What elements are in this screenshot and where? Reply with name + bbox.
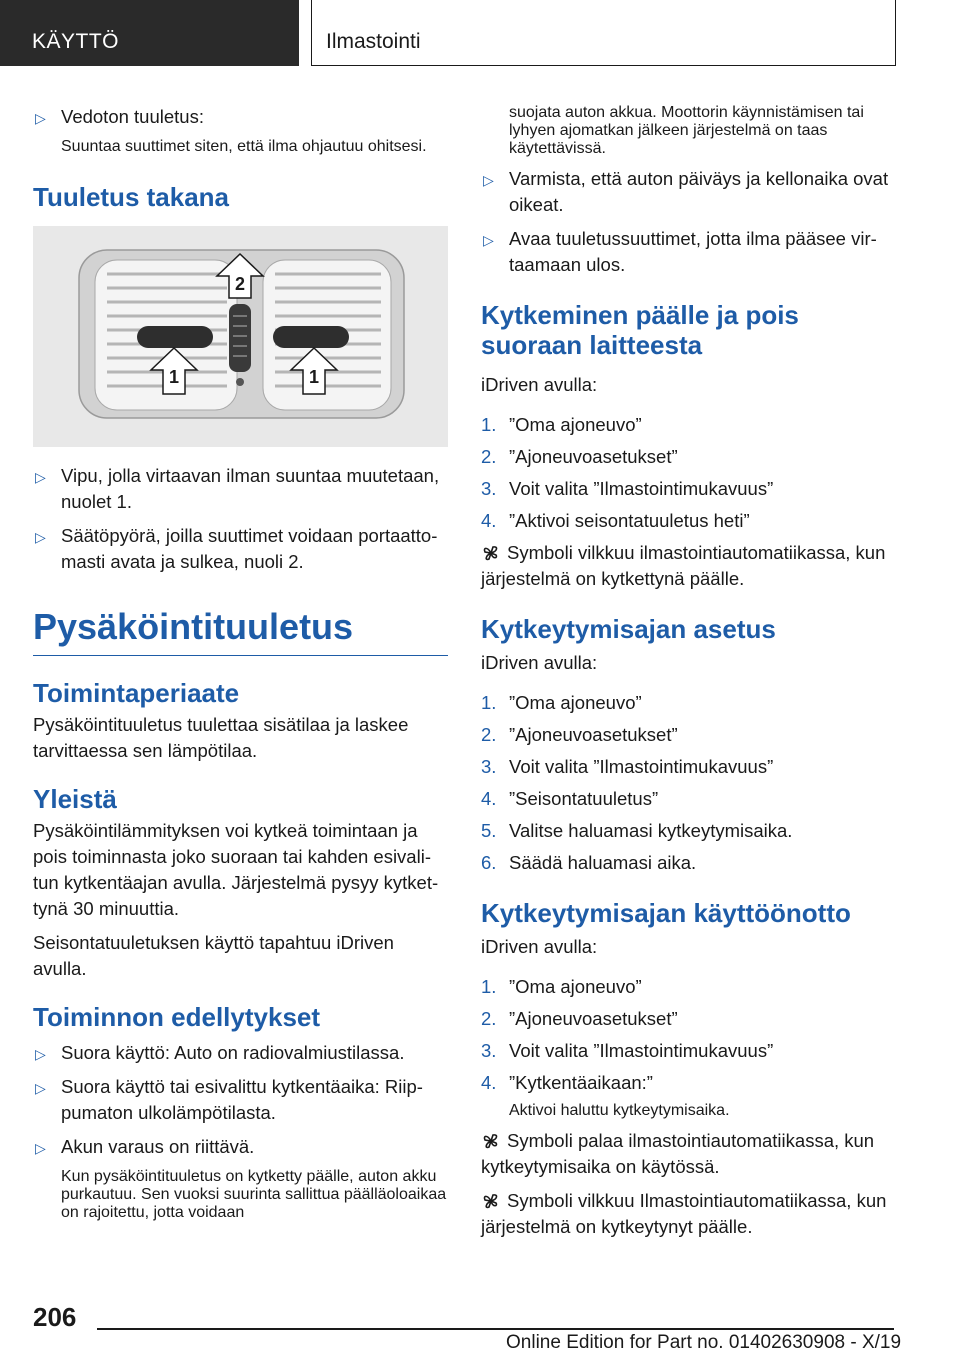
label-2: 2 <box>234 274 246 294</box>
list3-item: 3. Voit valita ”Ilmastointimukavuus” <box>481 1040 774 1061</box>
heading-time-activation: Kytkeytymisajan käyttöönotto <box>481 898 851 928</box>
triangle-bullet-icon: ▷ <box>35 1046 46 1062</box>
bullet-condition-2: ▷ Suora käyttö tai esivalittu kytkentäaika: Riippumaton ulkolämpötilasta. <box>35 1076 423 1123</box>
condition-sub-text: Kun pysäköintituuletus on kytketty päälle, auton akku purkautuu. Sen vuoksi suurinta sallittua päälläoloaikaa on rajoitettu, jotta voidaan <box>61 1168 447 1221</box>
list2-item: 4. ”Seisontatuuletus” <box>481 788 659 809</box>
page-number: 206 <box>33 1302 77 1332</box>
list3-item: 2. ”Ajoneuvoasetukset” <box>481 1008 678 1029</box>
list2-item: 1. ”Oma ajoneuvo” <box>481 692 642 713</box>
triangle-bullet-icon: ▷ <box>483 232 494 248</box>
idrive-label-1: iDriven avulla: <box>481 374 598 395</box>
note-steady: Symboli palaa ilmastointiautomatiikassa, kun kytkeytymisaika on käytössä. <box>481 1130 875 1177</box>
list1-item: 2. ”Ajoneuvoasetukset” <box>481 446 678 467</box>
list2-item: 3. Voit valita ”Ilmastointimukavuus” <box>481 756 774 777</box>
list1-item: 3. Voit valita ”Ilmastointimukavuus” <box>481 478 774 499</box>
rear-vent-figure <box>33 226 448 447</box>
heading-parking-ventilation: Pysäköintituuletus <box>33 605 448 656</box>
triangle-bullet-icon: ▷ <box>35 469 46 485</box>
heading-principle: Toimintaperiaate <box>33 678 240 708</box>
section-tab: KÄYTTÖ <box>0 0 299 66</box>
bullet-lever: ▷ Vipu, jolla virtaavan ilman suuntaa muutetaan, nuolet 1. <box>35 465 440 512</box>
bullet-condition-1: ▷ Suora käyttö: Auto on radiovalmiustilassa. <box>33 1040 448 1066</box>
label-1-right: 1 <box>308 367 320 387</box>
heading-direct-switch: Kytkeminen päälle ja pois suoraan laitteesta <box>481 300 799 360</box>
list1-item: 1. ”Oma ajoneuvo” <box>481 414 642 435</box>
list3-item: 4. ”Kytkentäaikaan:” <box>481 1072 653 1093</box>
fan-icon <box>481 1192 501 1210</box>
general-paragraph-2: Seisontatuuletuksen käyttö tapahtuu iDriven avulla. <box>33 932 394 979</box>
list3-item: 1. ”Oma ajoneuvo” <box>481 976 642 997</box>
bullet-wheel: ▷ Säätöpyörä, joilla suuttimet voidaan portaattomasti avata ja sulkea, nuoli 2. <box>35 525 438 572</box>
bullet-open-vents: ▷ Avaa tuuletussuuttimet, jotta ilma pääsee virtaamaan ulos. <box>483 228 877 275</box>
triangle-bullet-icon: ▷ <box>35 529 46 545</box>
bullet-draftless: ▷ Vedoton tuuletus: <box>33 104 448 130</box>
fan-icon <box>481 544 501 562</box>
idrive-label-3: iDriven avulla: <box>481 936 598 957</box>
idrive-label-2: iDriven avulla: <box>481 652 598 673</box>
list3-sub-text: Aktivoi haluttu kytkeytymisaika. <box>509 1102 730 1119</box>
heading-rear-ventilation: Tuuletus takana <box>33 182 230 212</box>
continued-text: suojata auton akkua. Moottorin käynnistämisen tai lyhyen ajomatkan jälkeen järjestelmä on taas käytettävissä. <box>509 104 864 157</box>
note-blink-1: Symboli vilkkuu ilmastointiautomatiikassa, kun järjestelmä on kytkettynä päälle. <box>481 542 886 589</box>
heading-general: Yleistä <box>33 784 117 814</box>
bullet-condition-3: ▷ Akun varaus on riittävä. <box>33 1134 448 1160</box>
right-column <box>481 104 893 1248</box>
footer-divider <box>97 1328 894 1330</box>
note-blink-2: Symboli vilkkuu Ilmastointiautomatiikassa, kun järjestelmä on kytkeytynyt päälle. <box>481 1190 887 1237</box>
heading-time-setting: Kytkeytymisajan asetus <box>481 614 776 644</box>
list2-item: 5. Valitse haluamasi kytkeytymisaika. <box>481 820 793 841</box>
left-column <box>33 104 448 1230</box>
bullet-sub-text: Suuntaa suuttimet siten, että ilma ohjautuu ohitsesi. <box>61 138 427 155</box>
triangle-bullet-icon: ▷ <box>35 1140 46 1156</box>
triangle-bullet-icon: ▷ <box>483 172 494 188</box>
heading-conditions: Toiminnon edellytykset <box>33 1002 321 1032</box>
bullet-date-time: ▷ Varmista, että auton päiväys ja kellonaika ovat oikeat. <box>483 168 889 215</box>
chapter-title: Ilmastointi <box>311 0 896 66</box>
label-1-left: 1 <box>168 367 180 387</box>
list1-item: 4. ”Aktivoi seisontatuuletus heti” <box>481 510 750 531</box>
list2-item: 6. Säädä haluamasi aika. <box>481 852 697 873</box>
triangle-bullet-icon: ▷ <box>35 110 46 126</box>
triangle-bullet-icon: ▷ <box>35 1080 46 1096</box>
footer-edition: Online Edition for Part no. 01402630908 - X/19 <box>506 1332 902 1353</box>
list2-item: 2. ”Ajoneuvoasetukset” <box>481 724 678 745</box>
general-paragraph-1: Pysäköintilämmityksen voi kytkeä toimintaan ja pois toiminnasta joko suoraan tai kahden esivalitun kytkentäajan avulla. Järjestelmä pysyy kytkettynä 30 minuuttia. <box>33 820 439 919</box>
fan-icon <box>481 1132 501 1150</box>
principle-text: Pysäköintituuletus tuulettaa sisätilaa ja laskee tarvittaessa sen lämpötilaa. <box>33 714 409 761</box>
